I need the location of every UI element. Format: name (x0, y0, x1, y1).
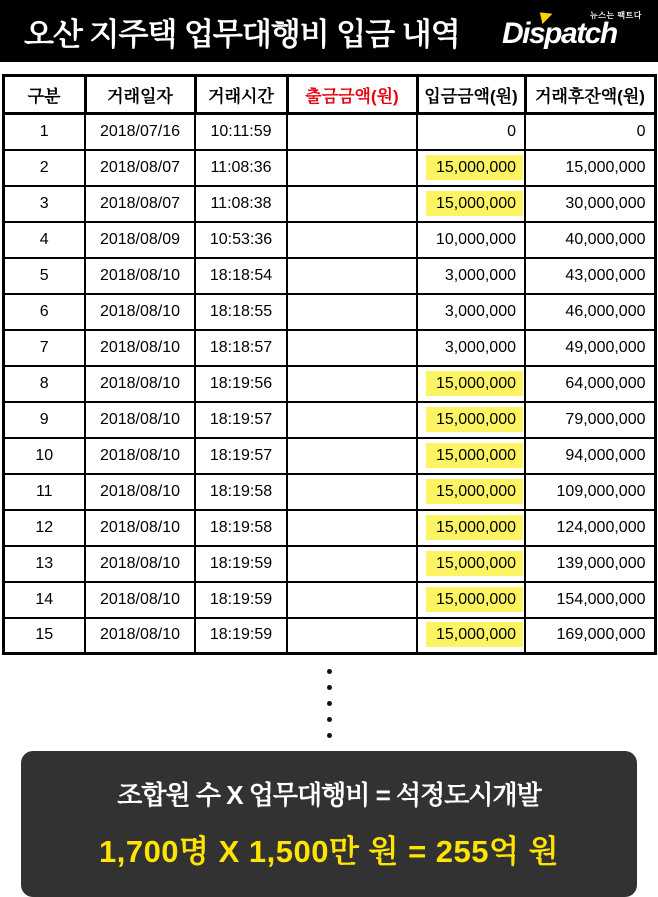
cell-balance: 139,000,000 (525, 546, 655, 582)
cell-date: 2018/08/10 (85, 582, 195, 618)
cell-deposit (417, 582, 525, 618)
cell-date: 2018/08/10 (85, 330, 195, 366)
cell-withdraw (287, 402, 417, 438)
cell-withdraw (287, 618, 417, 654)
cell-balance: 124,000,000 (525, 510, 655, 546)
cell-deposit: 10,000,000 (417, 222, 525, 258)
cell-time: 11:08:38 (195, 186, 287, 222)
cell-no: 1 (3, 114, 85, 150)
highlighted-amount: 15,000,000 (426, 371, 523, 396)
cell-date: 2018/08/10 (85, 366, 195, 402)
cell-deposit (417, 150, 525, 186)
cell-no: 11 (3, 474, 85, 510)
table-row (3, 546, 655, 582)
logo-text: Dispatch (502, 17, 617, 50)
highlighted-amount: 15,000,000 (426, 551, 523, 576)
table-row (3, 222, 655, 258)
cell-date: 2018/08/10 (85, 438, 195, 474)
cell-deposit (417, 402, 525, 438)
cell-withdraw (287, 150, 417, 186)
cell-withdraw (287, 258, 417, 294)
highlighted-amount: 15,000,000 (426, 622, 523, 647)
dot (327, 669, 332, 674)
cell-time: 18:19:57 (195, 438, 287, 474)
table-body (3, 114, 655, 654)
cell-deposit: 0 (417, 114, 525, 150)
cell-withdraw (287, 438, 417, 474)
cell-date: 2018/08/10 (85, 402, 195, 438)
cell-time: 18:19:58 (195, 474, 287, 510)
table-row (3, 582, 655, 618)
cell-balance: 40,000,000 (525, 222, 655, 258)
cell-date: 2018/08/10 (85, 474, 195, 510)
table-row (3, 114, 655, 150)
dot (327, 701, 332, 706)
table-row (3, 438, 655, 474)
top-banner (0, 0, 658, 62)
cell-balance: 154,000,000 (525, 582, 655, 618)
cell-time: 10:11:59 (195, 114, 287, 150)
cell-date: 2018/08/07 (85, 150, 195, 186)
cell-date: 2018/07/16 (85, 114, 195, 150)
cell-withdraw (287, 222, 417, 258)
cell-withdraw (287, 474, 417, 510)
cell-deposit (417, 186, 525, 222)
column-header-no: 구분 (3, 76, 85, 114)
highlighted-amount: 15,000,000 (426, 479, 523, 504)
cell-deposit (417, 366, 525, 402)
cell-date: 2018/08/10 (85, 618, 195, 654)
cell-withdraw (287, 294, 417, 330)
cell-balance: 30,000,000 (525, 186, 655, 222)
column-header-date: 거래일자 (85, 76, 195, 114)
table-row (3, 510, 655, 546)
transaction-table (2, 74, 657, 655)
cell-date: 2018/08/09 (85, 222, 195, 258)
cell-no: 7 (3, 330, 85, 366)
cell-withdraw (287, 510, 417, 546)
table-row (3, 330, 655, 366)
cell-balance: 169,000,000 (525, 618, 655, 654)
cell-time: 18:19:59 (195, 618, 287, 654)
cell-withdraw (287, 330, 417, 366)
cell-deposit (417, 618, 525, 654)
column-header-withdraw: 출금금액(원) (287, 76, 417, 114)
cell-balance: 46,000,000 (525, 294, 655, 330)
cell-withdraw (287, 366, 417, 402)
cell-time: 18:19:59 (195, 582, 287, 618)
cell-balance: 64,000,000 (525, 366, 655, 402)
column-header-deposit: 입금금액(원) (417, 76, 525, 114)
dispatch-logo (502, 8, 644, 54)
cell-no: 4 (3, 222, 85, 258)
table-header-row (3, 76, 655, 114)
table-row (3, 402, 655, 438)
cell-no: 2 (3, 150, 85, 186)
table-row (3, 366, 655, 402)
cell-deposit: 3,000,000 (417, 294, 525, 330)
cell-no: 3 (3, 186, 85, 222)
cell-balance: 109,000,000 (525, 474, 655, 510)
cell-deposit: 3,000,000 (417, 330, 525, 366)
cell-time: 18:19:57 (195, 402, 287, 438)
cell-date: 2018/08/10 (85, 258, 195, 294)
cell-withdraw (287, 114, 417, 150)
cell-withdraw (287, 186, 417, 222)
cell-time: 10:53:36 (195, 222, 287, 258)
cell-balance: 94,000,000 (525, 438, 655, 474)
cell-no: 6 (3, 294, 85, 330)
cell-balance: 0 (525, 114, 655, 150)
column-header-time: 거래시간 (195, 76, 287, 114)
cell-date: 2018/08/10 (85, 546, 195, 582)
cell-date: 2018/08/07 (85, 186, 195, 222)
table-row (3, 294, 655, 330)
cell-date: 2018/08/10 (85, 294, 195, 330)
cell-balance: 49,000,000 (525, 330, 655, 366)
cell-time: 11:08:36 (195, 150, 287, 186)
highlighted-amount: 15,000,000 (426, 155, 523, 180)
highlighted-amount: 15,000,000 (426, 587, 523, 612)
cell-deposit (417, 474, 525, 510)
cell-deposit: 3,000,000 (417, 258, 525, 294)
continuation-dots (0, 669, 658, 739)
summary-amount-text: 1,700명 X 1,500만 원 = 255억 원 (98, 834, 560, 869)
cell-no: 13 (3, 546, 85, 582)
highlighted-amount: 15,000,000 (426, 191, 523, 216)
cell-withdraw (287, 546, 417, 582)
highlighted-amount: 15,000,000 (426, 443, 523, 468)
dot (327, 717, 332, 722)
cell-time: 18:19:59 (195, 546, 287, 582)
cell-date: 2018/08/10 (85, 510, 195, 546)
cell-no: 15 (3, 618, 85, 654)
cell-no: 5 (3, 258, 85, 294)
table-row (3, 186, 655, 222)
cell-no: 9 (3, 402, 85, 438)
summary-box (21, 751, 637, 897)
table-row (3, 474, 655, 510)
cell-withdraw (287, 582, 417, 618)
table-row (3, 150, 655, 186)
cell-no: 8 (3, 366, 85, 402)
cell-no: 12 (3, 510, 85, 546)
cell-balance: 43,000,000 (525, 258, 655, 294)
cell-time: 18:18:54 (195, 258, 287, 294)
cell-time: 18:18:55 (195, 294, 287, 330)
table-row (3, 618, 655, 654)
highlighted-amount: 15,000,000 (426, 515, 523, 540)
cell-deposit (417, 438, 525, 474)
logo-tagline: 뉴스는 팩트다 (589, 11, 642, 20)
cell-deposit (417, 510, 525, 546)
table-row (3, 258, 655, 294)
summary-formula-text: 조합원 수 X 업무대행비 = 석정도시개발 (117, 780, 541, 810)
highlighted-amount: 15,000,000 (426, 407, 523, 432)
cell-deposit (417, 546, 525, 582)
cell-no: 10 (3, 438, 85, 474)
cell-time: 18:19:58 (195, 510, 287, 546)
dot (327, 685, 332, 690)
cell-no: 14 (3, 582, 85, 618)
cell-time: 18:18:57 (195, 330, 287, 366)
column-header-balance: 거래후잔액(원) (525, 76, 655, 114)
cell-balance: 15,000,000 (525, 150, 655, 186)
page-title: 오산 지주택 업무대행비 입금 내역 (24, 16, 460, 52)
cell-time: 18:19:56 (195, 366, 287, 402)
dot (327, 733, 332, 738)
cell-balance: 79,000,000 (525, 402, 655, 438)
